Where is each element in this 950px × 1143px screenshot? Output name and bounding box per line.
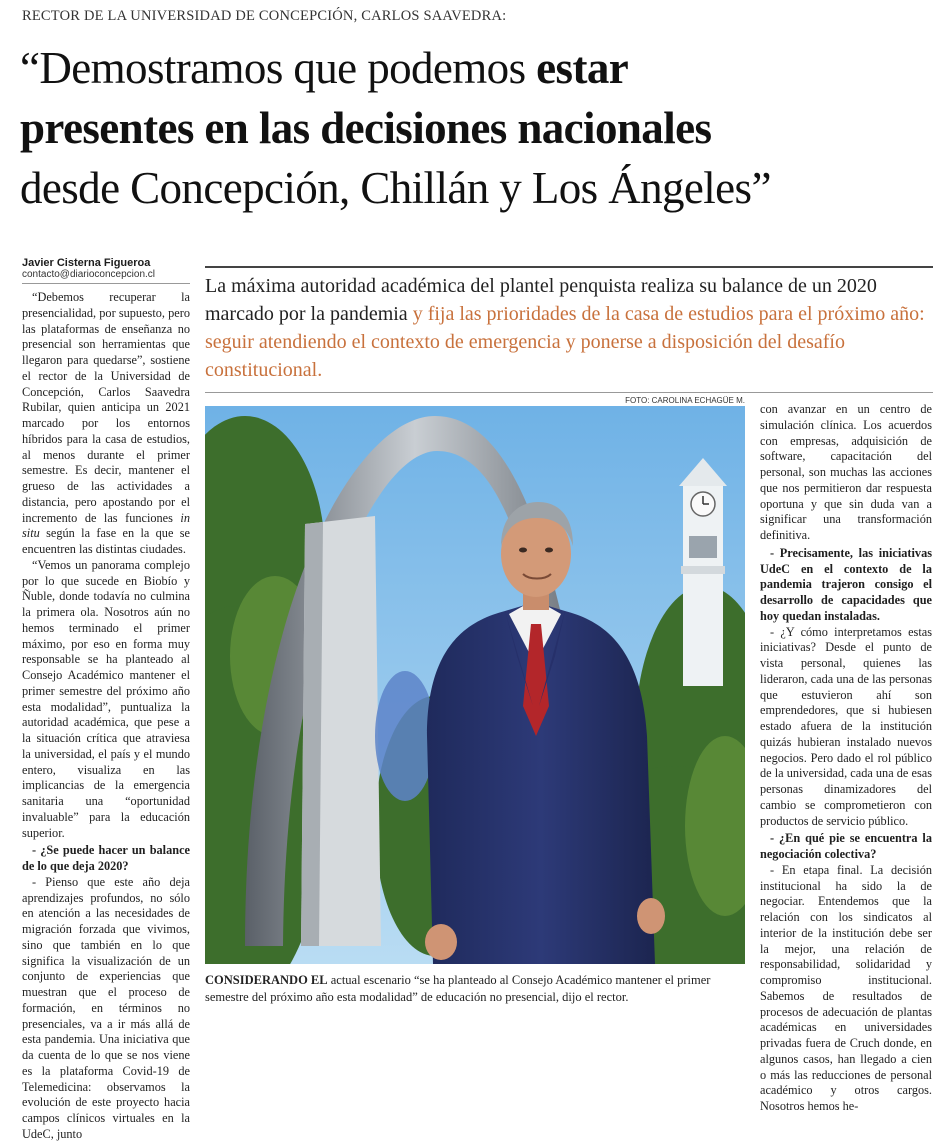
rector-portrait-photo <box>205 406 745 964</box>
caption-text: actual escenario “se ha planteado al Consejo Académico mantener el primer semestre del próximo año esta modalidad” de educación no presencial, dijo el rector. <box>205 973 711 1004</box>
photo-caption <box>205 972 745 1006</box>
photo-illustration <box>205 406 745 964</box>
interview-question: - Precisamente, las iniciativas UdeC en el contexto de la pandemia trajeron consigo el desarrollo de capacidades que hoy quedan instaladas. <box>760 545 932 623</box>
article-column-right <box>760 402 932 1115</box>
clock-tower <box>679 458 727 686</box>
paragraph: “Debemos recuperar la presencialidad, por supuesto, pero las plataformas de enseñanza no presencial son herramientas que llegaron para quedarse”, sostiene el rector de la Universidad de Concepción, Carlos Saavedra Rubilar, quien anticipa un 2021 marcado por los entornos híbridos para la casa de estudios, al menos durante el primer semestre. Es decir, mantener el grueso de las actividades a distancia, pero apostando por el incremento de las funciones in situ según la fase en la que se encuentren las distintas ciudades. <box>22 290 190 556</box>
headline-bold-line: presentes en las decisiones nacionales <box>20 103 712 153</box>
paragraph: con avanzar en un centro de simulación clínica. Los acuerdos con empresas, adquisición de software, capacitación del personal, son muchas las acciones que nos permitieron dar respuesta oportuna y que sin duda van a significar una transformación definitiva. <box>760 402 932 542</box>
headline-line-2 <box>20 98 935 158</box>
lead-paragraph <box>205 266 933 393</box>
headline-line-3 <box>20 158 935 218</box>
caption-lead: CONSIDERANDO EL <box>205 973 328 987</box>
paragraph: - ¿Y cómo interpretamos estas iniciativas? Desde el punto de vista personal, quienes las lideraron, cada una de las personas que estuvieron ahí son emprendedores, que si hubiesen estado afuera de la institución quizás hubieran instalado nuevos negocios. Pero dado el rol público de la universidad, cada una de esas personas dinamizadores del cambio se comprometieron con productos de servicio público. <box>760 624 932 828</box>
headline-regular-part: “Demostramos que podemos <box>20 43 537 93</box>
byline <box>22 257 190 284</box>
photo-credit: FOTO: CAROLINA ECHAGÜE M. <box>625 396 745 405</box>
headline <box>20 38 935 218</box>
headline-bold-part: estar <box>536 43 629 93</box>
paragraph: “Vemos un panorama complejo por lo que sucede en Biobío y Ñuble, donde todavía no culmina la primera ola. Nosotros aún no hemos terminado el primer máximo, por eso en forma muy responsable se ha planteado al Consejo Académico mantener el primer semestre del próximo año esta modalidad”, puntualiza la autoridad académica, que pese a la situación crítica que atraviesa la universidad, el país y el mundo entero, visualiza en las implicancias de la emergencia sanitaria una “oportunidad invaluable” para la educación superior. <box>22 557 190 840</box>
headline-line-1 <box>20 38 935 98</box>
author-name: Javier Cisterna Figueroa <box>22 257 151 269</box>
lead-highlight-text: y fija las prioridades de la casa de estudios para el próximo año: seguir atendiendo el contexto de emergencia y ponerse a disposición del desafío constitucional. <box>205 303 925 381</box>
author-email: contacto@diarioconcepcion.cl <box>22 269 156 280</box>
headline-regular-line: desde Concepción, Chillán y Los Ángeles” <box>20 163 771 213</box>
paragraph: - En etapa final. La decisión institucional ha sido la de negociar. Entendemos que la relación con los sindicatos al interior de la institución debe ser la mejor, una relación de responsabilidad, solidaridad y compromiso institucional. Sabemos de resultados de procesos de adecuación de plantas académicas en universidades privadas fuera de Cruch donde, en algunos casos, han llegado a cien o más las reducciones de personal académico y otros cargos. Nosotros hemos he- <box>760 862 932 1113</box>
kicker: RECTOR DE LA UNIVERSIDAD DE CONCEPCIÓN, CARLOS SAAVEDRA: <box>22 8 507 24</box>
article-column-left <box>22 290 190 1143</box>
interview-question: - ¿Se puede hacer un balance de lo que deja 2020? <box>22 843 190 873</box>
lead-plain-text: La máxima autoridad académica del plantel penquista realiza su balance de un 2020 marcado por la pandemia <box>205 275 877 325</box>
interview-question: - ¿En qué pie se encuentra la negociación colectiva? <box>760 831 932 861</box>
paragraph: - Pienso que este año deja aprendizajes profundos, no sólo en atención a las necesidades de migración forzada que vivimos, sino que también en lo que significa la visualización de un conjunto de experiencias que muestran que el proceso de formación, en términos no presenciales, va a ir más allá de esta pandemia. Una iniciativa que da cuenta de lo que se nos viene es la plataforma Covid-19 de Telemedicina: observamos la evolución de este proyecto hacia campos clínicos virtuales en la UdeC, junto <box>22 874 190 1141</box>
